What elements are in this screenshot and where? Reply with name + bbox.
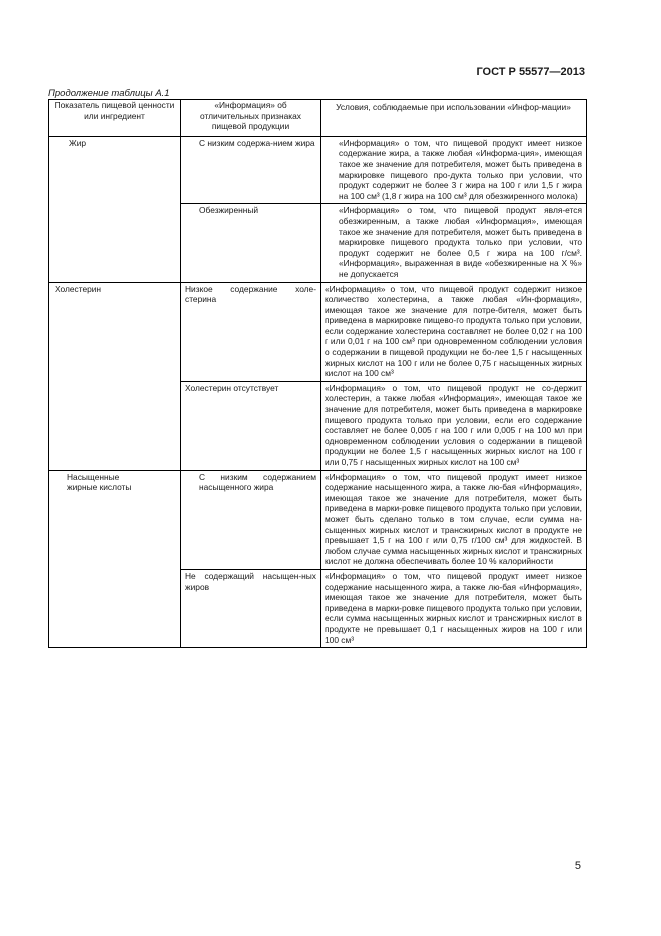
header-conditions: Условия, соблюдаемые при использовании «Инфор-мации» [321, 100, 587, 137]
table-row [49, 204, 587, 282]
condition-cell: «Информация» о том, что пищевой продукт имеет низкое содержание насыщенного жира, а также лю-бая «Информация», имеющая такое же значение для потребителя, может быть приведена в марки-ровке пищевого продукта только при условии, может быть сделано только в том случае, если сумма на-сыщенных жирных кислот и трансжирных кислот в продукте не превышает 1,5 г на 100 г или 0,75 г/100 см³ для жидкостей. В любом случае сумма насыщенных жирных кислот и трансжирных кислот не должна обеспечивать более 10 % калорийности [321, 470, 587, 569]
condition-cell: «Информация» о том, что пищевой продукт имеет низкое содержание насыщенного жира, а также лю-бая «Информация», имеющая такое же значение для потребителя, может быть приведена в марки-ровке пищевого продукта только при условии, если сумма насыщенных жирных кислот и трансжирных кислот в продукте не превышает 0,1 г насыщенных жиров на 100 г или 100 см³ [321, 569, 587, 647]
claim-cell: Низкое содержание холе-стерина [181, 282, 321, 381]
claim-cell: Не содержащий насыщен-ных жиров [181, 569, 321, 647]
ingredient-cell: Холестерин [49, 282, 181, 381]
ingredient-cell [49, 569, 181, 647]
claim-cell: С низким содержанием насыщенного жира [181, 470, 321, 569]
condition-cell: «Информация» о том, что пищевой продукт явля-ется обезжиренным, а также любая «Информация», имеющая такое же значение для потребителя, может быть приведена в маркировке пищевого продукта только при условии, что продукт содержит не более 0,5 г жира на 100 г/см³. «Информация», выраженная в виде «обезжиренные на X %» не допускается [321, 204, 587, 282]
table-row [49, 282, 587, 381]
ingredient-cell: Жир [49, 136, 181, 204]
ingredient-cell [49, 204, 181, 282]
table-row [49, 569, 587, 647]
header-ingredient: Показатель пищевой ценности или ингредиент [49, 100, 181, 137]
table-row [49, 381, 587, 470]
table-row [49, 136, 587, 204]
header-claim: «Информация» об отличительных признаках пищевой продукции [181, 100, 321, 137]
claim-cell: Обезжиренный [181, 204, 321, 282]
claim-cell: С низким содержа-нием жира [181, 136, 321, 204]
document-standard-number: ГОСТ Р 55577—2013 [476, 66, 585, 78]
condition-cell: «Информация» о том, что пищевой продукт содержит низкое количество холестерина, а также любая «Ин-формация», имеющая такое же значение для потре-бителя, может быть приведена в маркировке пищево-го продукта только при условии, если содержание холестерина составляет не более 0,02 г на 100 г или 0,01 г на 100 см³ при одновременном соблюдении условия о содержании в пищевой продукции не бо-лее 1,5 г насыщенных жирных кислот на 100 г или не более 0,75 г насыщенных жирных кислот на 100 см³ [321, 282, 587, 381]
ingredient-cell [49, 381, 181, 470]
table-continuation-caption: Продолжение таблицы А.1 [48, 88, 170, 99]
nutrition-claims-table [48, 99, 587, 648]
condition-cell: «Информация» о том, что пищевой продукт не со-держит холестерин, а также любая «Информация», имеющая такое же значение для потребителя, может быть приведена в маркировке пищевого продукта только при условии, если его содержание составляет не более 0,005 г на 100 г или 0,005 г на 100 мл при одновременном соблюдении условия о содержании в пищевой продукции не более 1,5 г насыщенных жирных кислот на 100 г или 0,75 г насыщенных жирных кислот на 100 см³ [321, 381, 587, 470]
table-header-row [49, 100, 587, 137]
claim-cell: Холестерин отсутствует [181, 381, 321, 470]
ingredient-cell: Насыщенные жирные кислоты [49, 470, 181, 569]
condition-cell: «Информация» о том, что пищевой продукт имеет низкое содержание жира, а также любая «Информа-ция», имеющая такое же значение для потребителя, может быть приведена в маркировке пищевого про-дукта только при условии, что продукт содержит не более 3 г жира на 100 г или 1,5 г жира на 100 см³ (1,8 г жира на 100 см³ для обезжиренного молока) [321, 136, 587, 204]
table-row [49, 470, 587, 569]
page-number: 5 [574, 860, 581, 872]
